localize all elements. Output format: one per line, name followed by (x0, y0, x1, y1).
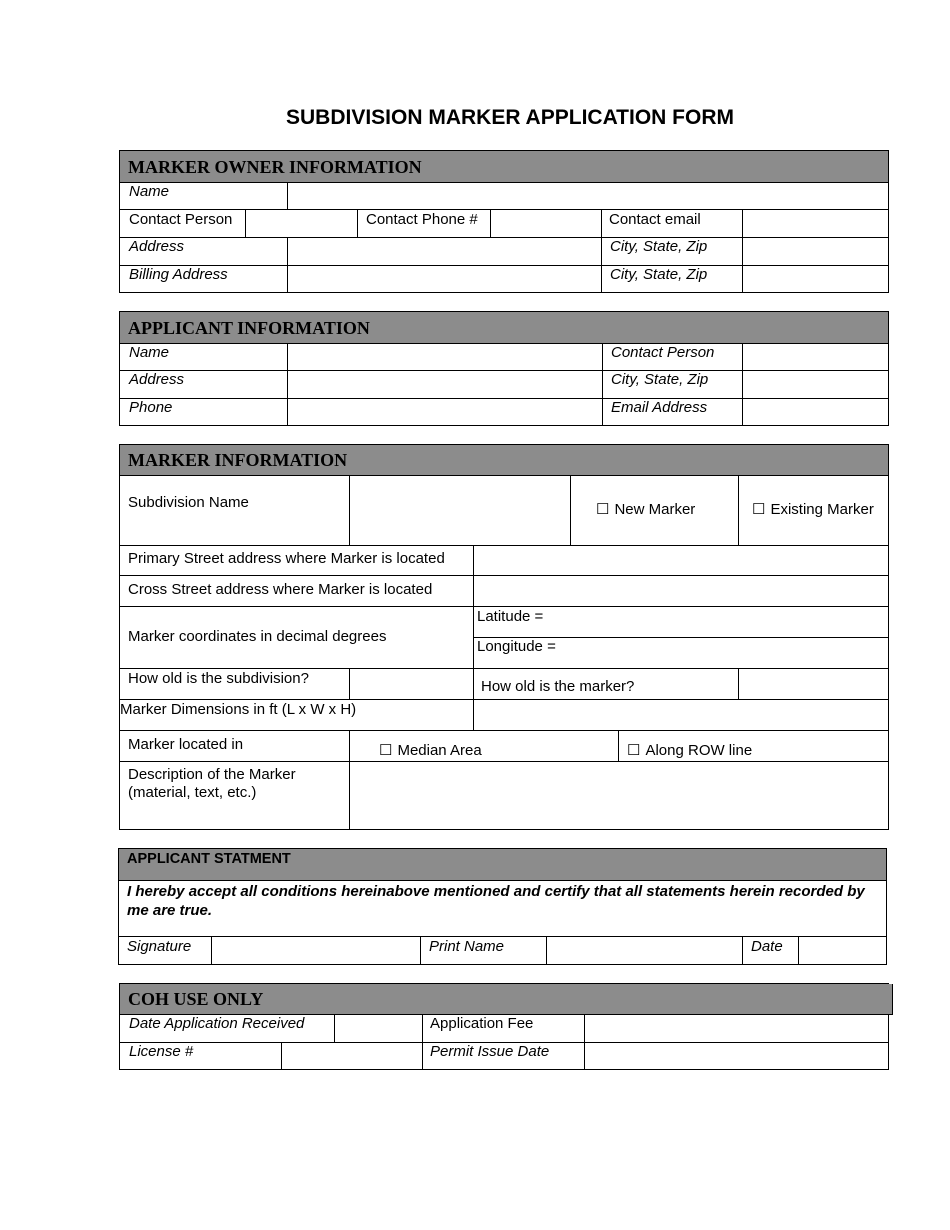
applicant-city-state-zip-field[interactable] (743, 371, 887, 397)
signature-label: Signature (127, 938, 192, 955)
longitude-field[interactable]: Longitude = (477, 638, 556, 655)
applicant-phone-field[interactable] (288, 399, 601, 425)
owner-address-label: Address (129, 238, 185, 255)
statement-text: I hereby accept all conditions hereinabove mentioned and certify that all statements herein recorded by me are true. (127, 883, 865, 919)
date-received-label: Date Application Received (129, 1015, 305, 1032)
applicant-contact-person-label: Contact Person (611, 344, 715, 361)
owner-city-state-zip-field[interactable] (743, 238, 887, 264)
description-label-line2: (material, text, etc.) (128, 784, 257, 801)
statement-header: APPLICANT STATMENT (119, 849, 886, 881)
date-received-field[interactable] (335, 1015, 421, 1041)
owner-contact-email-label: Contact email (609, 211, 701, 228)
applicant-name-label: Name (129, 344, 170, 361)
coh-section (119, 983, 889, 1070)
permit-date-label: Permit Issue Date (430, 1043, 550, 1060)
subdivision-name-label: Subdivision Name (128, 494, 249, 511)
description-label-line1: Description of the Marker (128, 766, 296, 783)
applicant-name-field[interactable] (288, 344, 601, 369)
owner-name-label: Name (129, 183, 170, 200)
applicant-contact-person-field[interactable] (743, 344, 887, 369)
signature-field[interactable] (212, 937, 419, 964)
owner-billing-address-field[interactable] (288, 266, 600, 292)
median-area-checkbox[interactable]: ☐ Median Area (379, 741, 482, 759)
applicant-address-field[interactable] (288, 371, 601, 397)
permit-date-field[interactable] (585, 1043, 887, 1069)
dimensions-field[interactable] (474, 700, 887, 729)
form-title: SUBDIVISION MARKER APPLICATION FORM (285, 106, 734, 129)
marker-header: MARKER INFORMATION (120, 445, 888, 476)
applicant-email-field[interactable] (743, 399, 887, 425)
owner-name-field[interactable] (288, 183, 886, 208)
owner-address-field[interactable] (288, 238, 600, 264)
date-field[interactable] (799, 937, 885, 964)
applicant-city-state-zip-label: City, State, Zip (611, 371, 709, 388)
coh-header: COH USE ONLY (120, 984, 893, 1015)
new-marker-checkbox[interactable]: ☐ New Marker (596, 500, 695, 518)
description-field[interactable] (350, 762, 887, 829)
print-name-field[interactable] (547, 937, 741, 964)
owner-header: MARKER OWNER INFORMATION (120, 151, 888, 183)
license-field[interactable] (282, 1043, 421, 1069)
cross-street-field[interactable] (474, 576, 887, 605)
owner-contact-phone-label: Contact Phone # (366, 211, 478, 228)
applicant-phone-label: Phone (129, 399, 173, 416)
latitude-field[interactable]: Latitude = (477, 608, 544, 625)
applicant-header: APPLICANT INFORMATION (120, 312, 888, 344)
owner-city-state-zip-label: City, State, Zip (610, 238, 708, 255)
subdivision-name-field[interactable] (350, 476, 569, 544)
owner-contact-email-field[interactable] (743, 211, 887, 236)
applicant-address-label: Address (129, 371, 185, 388)
owner-contact-person-label: Contact Person (129, 211, 233, 228)
owner-billing-address-label: Billing Address (129, 266, 228, 283)
primary-street-label: Primary Street address where Marker is located (128, 550, 445, 567)
located-in-label: Marker located in (128, 736, 244, 753)
date-label: Date (751, 938, 783, 955)
marker-age-field[interactable] (739, 669, 887, 698)
cross-street-label: Cross Street address where Marker is located (128, 581, 433, 598)
application-fee-label: Application Fee (430, 1015, 534, 1032)
statement-section (118, 848, 887, 965)
applicant-section (119, 311, 889, 426)
along-row-checkbox[interactable]: ☐ Along ROW line (627, 741, 752, 759)
existing-marker-checkbox[interactable]: ☐ Existing Marker (752, 500, 874, 518)
print-name-label: Print Name (429, 938, 505, 955)
marker-age-label: How old is the marker? (481, 678, 635, 695)
owner-billing-city-state-zip-label: City, State, Zip (610, 266, 708, 283)
dimensions-label: Marker Dimensions in ft (L x W x H) (120, 701, 357, 718)
license-label: License # (129, 1043, 194, 1060)
primary-street-field[interactable] (474, 546, 887, 574)
owner-billing-city-state-zip-field[interactable] (743, 266, 887, 292)
application-fee-field[interactable] (585, 1015, 887, 1041)
subdivision-age-field[interactable] (350, 669, 472, 698)
owner-contact-person-field[interactable] (246, 211, 356, 236)
applicant-email-label: Email Address (611, 399, 708, 416)
subdivision-age-label: How old is the subdivision? (128, 670, 309, 687)
coordinates-label: Marker coordinates in decimal degrees (128, 628, 387, 645)
owner-section (119, 150, 889, 293)
owner-contact-phone-field[interactable] (491, 211, 600, 236)
marker-section (119, 444, 889, 830)
